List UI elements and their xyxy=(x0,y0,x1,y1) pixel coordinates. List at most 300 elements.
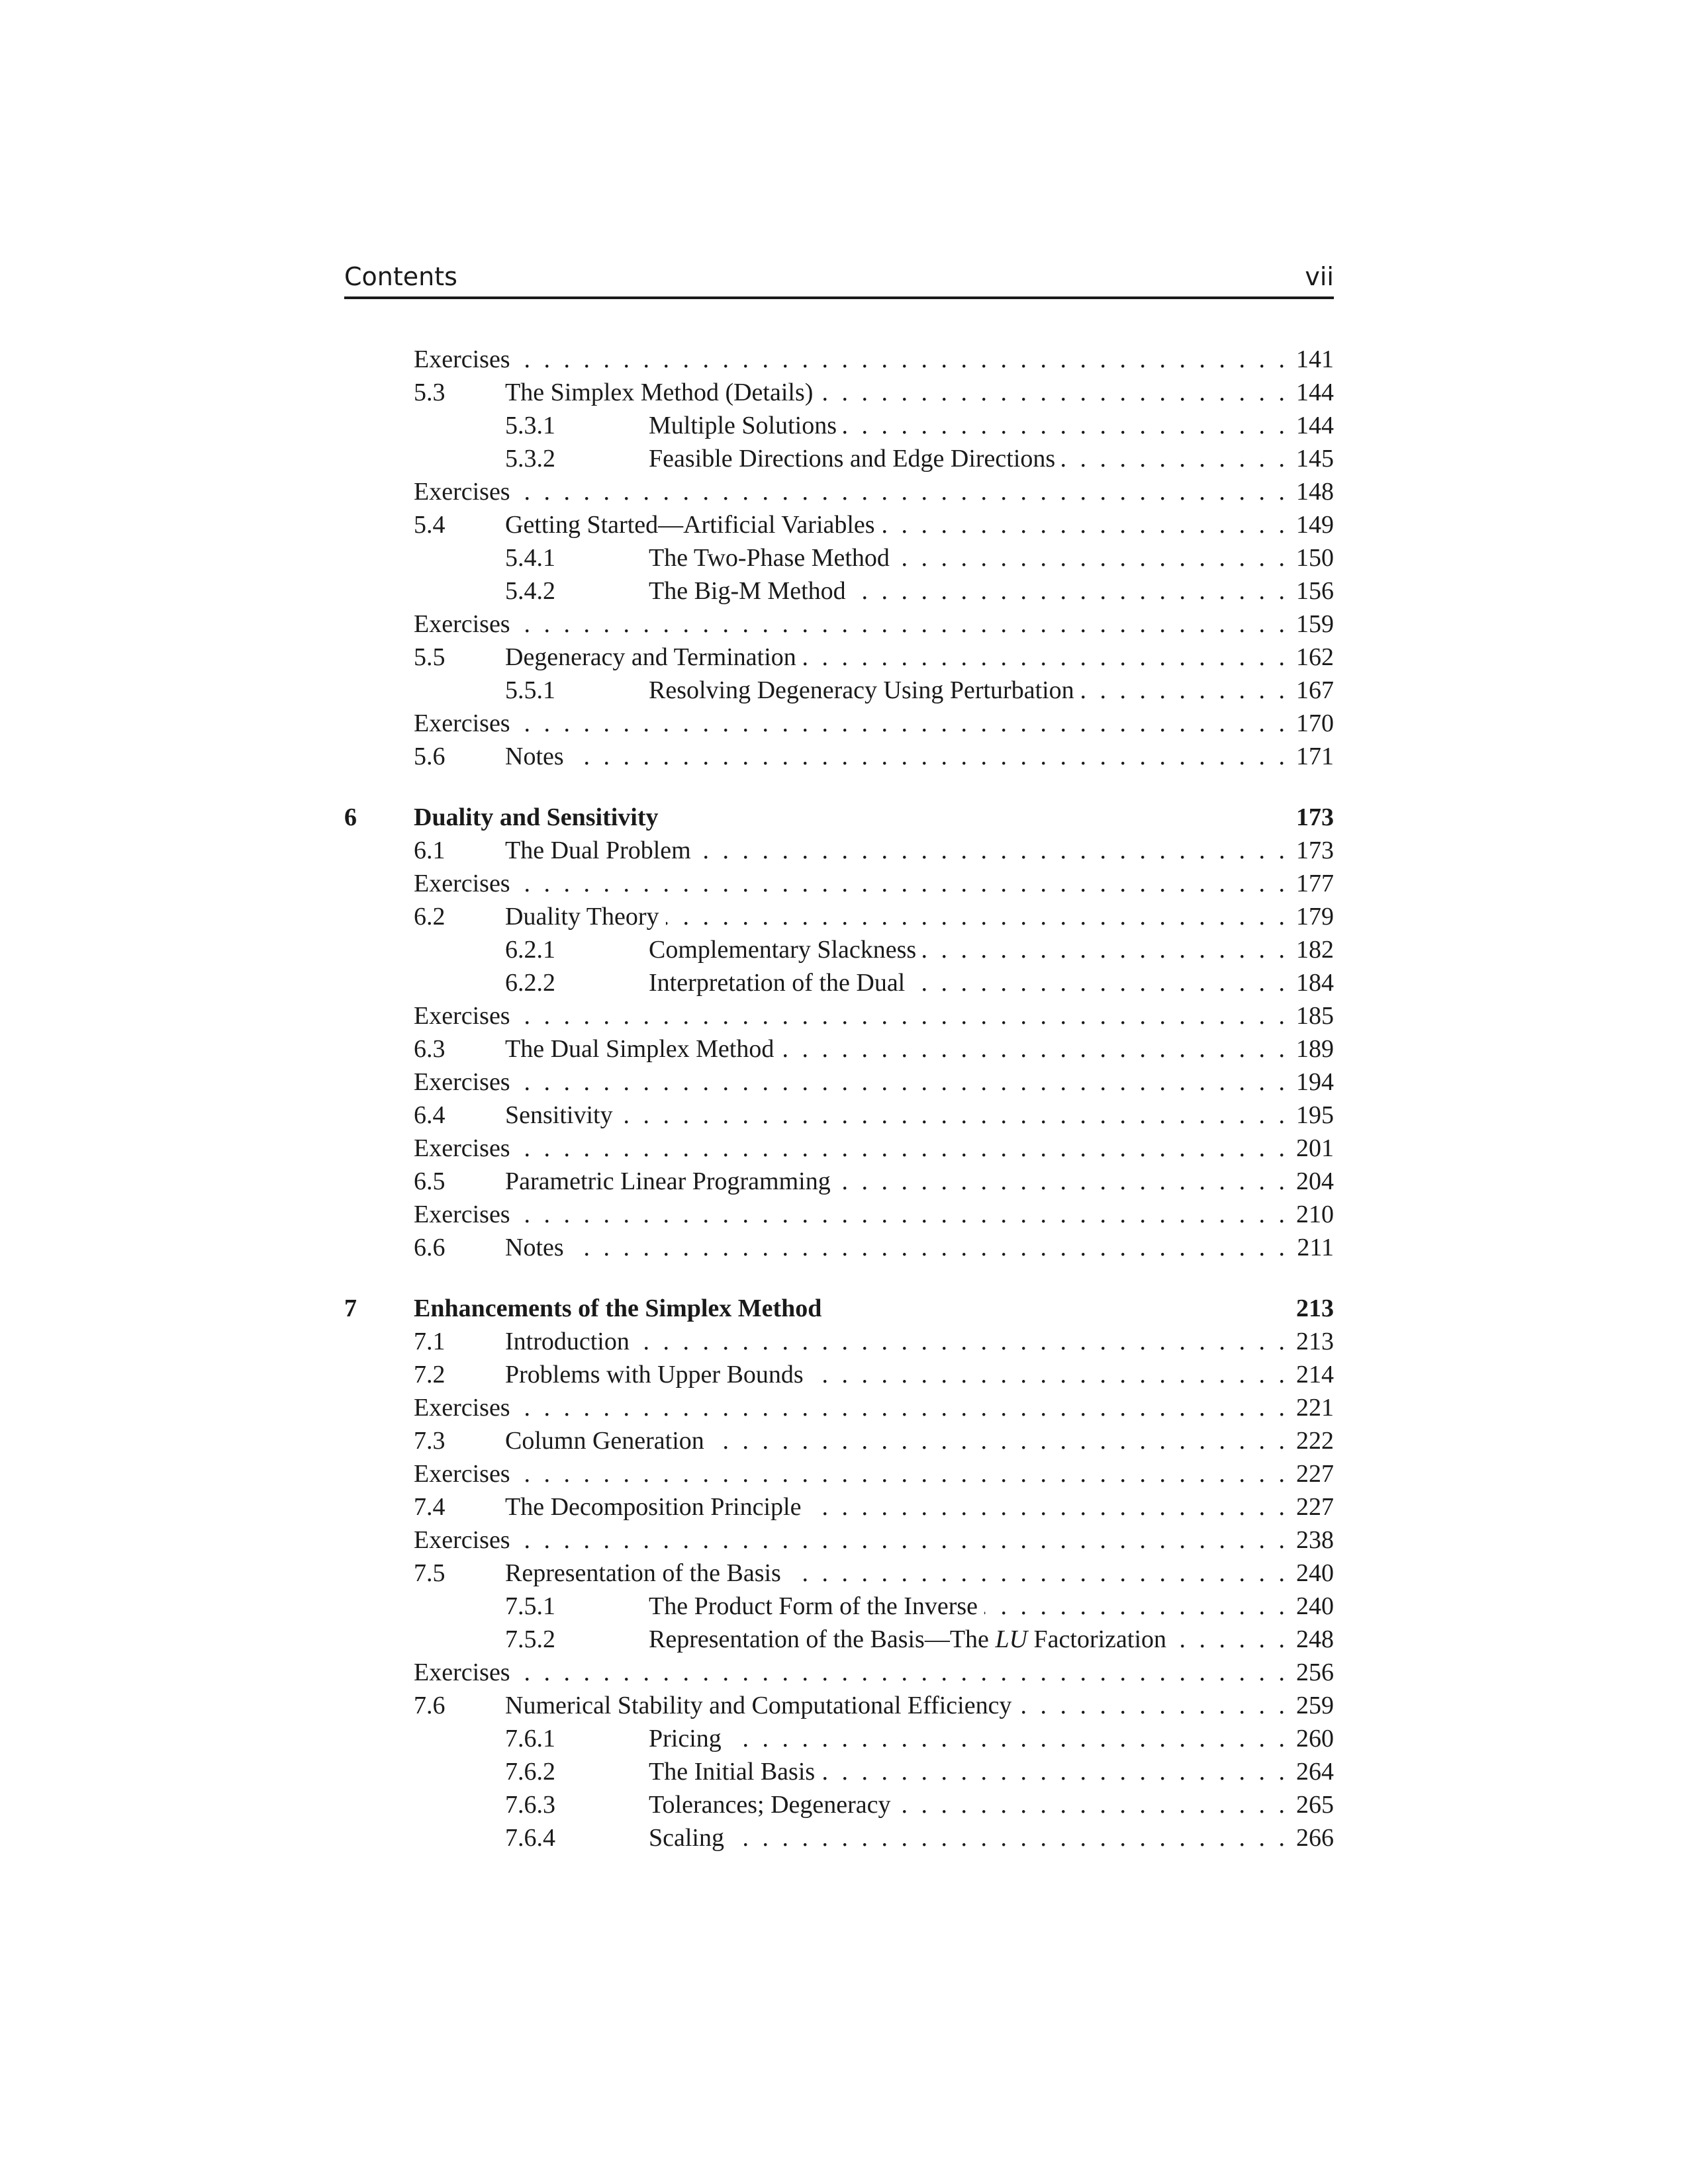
toc-entry-title xyxy=(414,1132,517,1165)
toc-entry-title xyxy=(414,1066,517,1099)
toc-entry-number: 5.5 xyxy=(414,643,445,671)
toc-entry-line xyxy=(414,999,1334,1032)
toc-entry-title xyxy=(505,900,666,933)
toc-entry-page: 221 xyxy=(1296,1394,1334,1422)
toc-entry-line xyxy=(414,707,1334,740)
toc-entry-line xyxy=(414,475,1334,508)
toc-entry-page: 213 xyxy=(1296,1328,1334,1355)
toc-entry-page: 144 xyxy=(1296,379,1334,406)
dot-leader xyxy=(517,1066,1285,1099)
toc-entry-number: 7.3 xyxy=(414,1427,445,1455)
dot-leader xyxy=(853,574,1285,608)
toc-entry-title-text: Tolerances; Degeneracy xyxy=(649,1791,891,1819)
dot-leader xyxy=(517,707,1285,740)
toc-entry-line xyxy=(414,867,1334,900)
toc-entry-title-text: Duality Theory xyxy=(505,903,659,931)
toc-entry-page: 238 xyxy=(1296,1526,1334,1554)
dot-leader xyxy=(517,1198,1285,1231)
toc-entry-number: 6.2 xyxy=(414,903,445,931)
toc-entry-line xyxy=(649,574,1334,608)
toc-entry[interactable] xyxy=(344,475,1334,508)
toc-entry-page: 177 xyxy=(1296,870,1334,897)
toc-entry[interactable] xyxy=(344,1066,1334,1099)
toc-entry-number: 5.3 xyxy=(414,379,445,406)
toc-entry-number: 7.6 xyxy=(414,1692,445,1719)
table-of-contents xyxy=(344,343,1334,1854)
toc-entry-title-text: Exercises xyxy=(414,1659,510,1686)
toc-entry-page: 256 xyxy=(1296,1659,1334,1686)
toc-entry-line xyxy=(505,1689,1334,1722)
toc-entry-line xyxy=(414,1656,1334,1689)
toc-entry-page: 248 xyxy=(1296,1625,1334,1653)
toc-entry-title-text: The Product Form of the Inverse xyxy=(649,1592,978,1620)
toc-entry-page: 173 xyxy=(1296,837,1334,864)
dot-leader xyxy=(517,1132,1285,1165)
toc-entry-line xyxy=(414,1524,1334,1557)
toc-entry-page: 195 xyxy=(1296,1101,1334,1129)
toc-entry-page: 211 xyxy=(1297,1234,1334,1261)
toc-entry-title-text: Enhancements of the Simplex Method xyxy=(414,1295,822,1322)
toc-entry-line xyxy=(649,1821,1334,1854)
toc-entry-page: 184 xyxy=(1296,969,1334,997)
toc-entry-page: 265 xyxy=(1296,1791,1334,1819)
toc-entry-line xyxy=(505,1557,1334,1590)
dot-leader xyxy=(810,1358,1285,1391)
toc-entry-page: 156 xyxy=(1296,577,1334,605)
toc-entry-page: 149 xyxy=(1296,511,1334,539)
toc-entry-line xyxy=(649,933,1334,966)
toc-entry[interactable] xyxy=(344,900,1334,933)
toc-entry-page: 179 xyxy=(1296,903,1334,931)
toc-entry-title-text: Exercises xyxy=(414,1394,510,1422)
toc-entry[interactable] xyxy=(344,1325,1334,1358)
toc-entry-page: 171 xyxy=(1296,743,1334,770)
toc-entry[interactable] xyxy=(344,834,1334,867)
toc-entry-title-text: Exercises xyxy=(414,345,510,373)
dot-leader xyxy=(666,900,1285,933)
toc-entry-line xyxy=(505,834,1334,867)
toc-chapter[interactable] xyxy=(344,1292,1334,1325)
dot-leader xyxy=(843,409,1285,442)
toc-entry-title xyxy=(649,1590,984,1623)
toc-entry-title xyxy=(414,608,517,641)
toc-entry-title-text: Notes xyxy=(505,743,564,770)
toc-entry-number: 6.3 xyxy=(414,1035,445,1063)
dot-leader xyxy=(882,508,1285,541)
toc-entry-number: 5.4.1 xyxy=(505,544,555,572)
toc-entry-number: 7.5.2 xyxy=(505,1625,555,1653)
running-head-title: Contents xyxy=(344,262,457,291)
toc-entry-title-text: Parametric Linear Programming xyxy=(505,1167,831,1195)
toc-entry-title xyxy=(649,541,896,574)
toc-entry-number: 6.2.1 xyxy=(505,936,555,964)
toc-entry-line xyxy=(414,1132,1334,1165)
toc-entry-title-text: The Decomposition Principle xyxy=(505,1493,802,1521)
toc-entry-title-text: The Big-M Method xyxy=(649,577,846,605)
dot-leader xyxy=(517,999,1285,1032)
dot-leader xyxy=(698,834,1285,867)
toc-entry[interactable] xyxy=(344,409,1334,442)
toc-entry-page: 189 xyxy=(1296,1035,1334,1063)
toc-entry-number: 7.5 xyxy=(414,1559,445,1587)
toc-entry-line xyxy=(649,1590,1334,1623)
toc-entry-number: 6.1 xyxy=(414,837,445,864)
toc-entry-page: 227 xyxy=(1296,1493,1334,1521)
toc-entry[interactable] xyxy=(344,933,1334,966)
toc-entry-title-text: Exercises xyxy=(414,478,510,506)
toc-entry-title-italic: LU xyxy=(995,1625,1028,1653)
toc-entry-title-text: The Simplex Method (Details) xyxy=(505,379,814,406)
toc-entry-page: 201 xyxy=(1296,1134,1334,1162)
toc-entry-title-text: Introduction xyxy=(505,1328,630,1355)
toc-entry[interactable] xyxy=(344,1755,1334,1788)
toc-entry-title xyxy=(649,1821,731,1854)
toc-entry-page: 264 xyxy=(1296,1758,1334,1786)
toc-entry-page: 214 xyxy=(1296,1361,1334,1388)
toc-entry[interactable] xyxy=(344,608,1334,641)
toc-entry-title-text: Problems with Upper Bounds xyxy=(505,1361,804,1388)
dot-leader xyxy=(571,1231,1285,1264)
toc-entry-title xyxy=(505,641,803,674)
toc-entry-line xyxy=(505,1032,1334,1066)
toc-entry-page: 144 xyxy=(1296,412,1334,439)
toc-entry-title-text: Pricing xyxy=(649,1725,722,1752)
toc-entry-page: 141 xyxy=(1296,345,1334,373)
toc-entry[interactable] xyxy=(344,1490,1334,1524)
toc-entry-title xyxy=(414,1391,517,1424)
toc-entry[interactable] xyxy=(344,574,1334,608)
toc-chapter[interactable] xyxy=(344,801,1334,834)
toc-entry[interactable] xyxy=(344,1231,1334,1264)
toc-entry[interactable] xyxy=(344,1656,1334,1689)
toc-entry-title xyxy=(505,508,882,541)
toc-entry-page: 194 xyxy=(1296,1068,1334,1096)
toc-entry-number: 6 xyxy=(344,803,357,831)
toc-entry-title xyxy=(505,376,820,409)
toc-entry-title-text: Sensitivity xyxy=(505,1101,613,1129)
toc-entry-title xyxy=(649,674,1081,707)
toc-entry-title-text: Exercises xyxy=(414,870,510,897)
toc-entry-line xyxy=(649,1788,1334,1821)
toc-entry[interactable] xyxy=(344,1132,1334,1165)
toc-entry-number: 7.6.4 xyxy=(505,1824,555,1852)
toc-entry-title-text: Complementary Slackness xyxy=(649,936,917,964)
toc-entry-title xyxy=(414,1198,517,1231)
toc-entry[interactable] xyxy=(344,999,1334,1032)
toc-entry-title-text: Exercises xyxy=(414,1460,510,1488)
toc-entry-page: 240 xyxy=(1296,1592,1334,1620)
toc-entry-page: 210 xyxy=(1296,1201,1334,1228)
dot-leader xyxy=(517,475,1285,508)
toc-entry-title xyxy=(505,1231,571,1264)
toc-entry-line xyxy=(505,508,1334,541)
toc-entry-title xyxy=(649,442,1062,475)
toc-entry-page: 222 xyxy=(1296,1427,1334,1455)
toc-entry-title-text: The Initial Basis xyxy=(649,1758,816,1786)
toc-entry-title-text: Notes xyxy=(505,1234,564,1261)
toc-entry-number: 5.5.1 xyxy=(505,676,555,704)
toc-entry-line xyxy=(505,1099,1334,1132)
toc-entry-number: 7.6.1 xyxy=(505,1725,555,1752)
toc-entry-line xyxy=(414,1457,1334,1490)
toc-entry-title xyxy=(414,475,517,508)
toc-entry-title xyxy=(649,933,923,966)
dot-leader xyxy=(517,867,1285,900)
toc-entry-line xyxy=(414,343,1334,376)
dot-leader xyxy=(711,1424,1285,1457)
toc-entry-title-text: Interpretation of the Dual xyxy=(649,969,906,997)
toc-entry-page: 260 xyxy=(1296,1725,1334,1752)
running-head xyxy=(344,262,1334,299)
toc-entry-title-text: Exercises xyxy=(414,610,510,638)
dot-leader xyxy=(517,1524,1285,1557)
toc-entry[interactable] xyxy=(344,1424,1334,1457)
toc-entry-line xyxy=(505,1325,1334,1358)
toc-entry[interactable] xyxy=(344,442,1334,475)
toc-entry[interactable] xyxy=(344,1198,1334,1231)
toc-entry[interactable] xyxy=(344,641,1334,674)
toc-entry[interactable] xyxy=(344,966,1334,999)
toc-entry-line xyxy=(505,641,1334,674)
toc-entry[interactable] xyxy=(344,343,1334,376)
toc-entry[interactable] xyxy=(344,1722,1334,1755)
toc-entry-page: 204 xyxy=(1296,1167,1334,1195)
dot-leader xyxy=(1081,674,1285,707)
toc-entry-title xyxy=(414,801,665,834)
toc-entry-title xyxy=(414,1292,828,1325)
toc-entry-line xyxy=(649,541,1334,574)
toc-entry-page: 150 xyxy=(1296,544,1334,572)
dot-leader xyxy=(820,376,1285,409)
toc-entry-page: 240 xyxy=(1296,1559,1334,1587)
toc-entry-page: 227 xyxy=(1296,1460,1334,1488)
toc-entry-line xyxy=(505,1490,1334,1524)
book-page xyxy=(344,0,1334,2184)
toc-entry-number: 6.4 xyxy=(414,1101,445,1129)
toc-entry-line xyxy=(649,442,1334,475)
toc-entry-title xyxy=(414,1656,517,1689)
toc-entry-line xyxy=(505,376,1334,409)
toc-entry-title xyxy=(505,1358,810,1391)
toc-entry-line xyxy=(505,1165,1334,1198)
toc-entry-line xyxy=(414,801,1334,834)
toc-entry[interactable] xyxy=(344,1821,1334,1854)
toc-entry[interactable] xyxy=(344,541,1334,574)
toc-entry-number: 7.6.2 xyxy=(505,1758,555,1786)
toc-entry-line xyxy=(505,1358,1334,1391)
toc-entry-number: 5.4 xyxy=(414,511,445,539)
dot-leader xyxy=(571,740,1285,773)
toc-entry-line xyxy=(649,1722,1334,1755)
toc-entry-title xyxy=(505,1165,837,1198)
toc-entry[interactable] xyxy=(344,376,1334,409)
dot-leader xyxy=(636,1325,1285,1358)
toc-entry-line xyxy=(649,409,1334,442)
toc-entry-title xyxy=(649,966,912,999)
toc-entry-title xyxy=(649,1623,1173,1656)
dot-leader xyxy=(1173,1623,1285,1656)
toc-entry-title xyxy=(414,999,517,1032)
dot-leader xyxy=(912,966,1285,999)
toc-entry-number: 7.6.3 xyxy=(505,1791,555,1819)
toc-entry[interactable] xyxy=(344,1788,1334,1821)
dot-leader xyxy=(728,1722,1285,1755)
dot-leader xyxy=(780,1032,1285,1066)
toc-entry-title-text: Exercises xyxy=(414,1201,510,1228)
toc-entry[interactable] xyxy=(344,1689,1334,1722)
dot-leader xyxy=(1018,1689,1285,1722)
toc-entry-title xyxy=(649,1722,728,1755)
toc-entry[interactable] xyxy=(344,707,1334,740)
toc-entry-number: 7.2 xyxy=(414,1361,445,1388)
toc-entry-page: 162 xyxy=(1296,643,1334,671)
toc-entry-title xyxy=(505,1424,711,1457)
toc-entry-number: 5.3.2 xyxy=(505,445,555,473)
toc-entry-title xyxy=(505,1325,636,1358)
toc-entry-title xyxy=(414,1524,517,1557)
toc-entry-title-text: Scaling xyxy=(649,1824,724,1852)
toc-entry-page: 185 xyxy=(1296,1002,1334,1030)
dot-leader xyxy=(517,1457,1285,1490)
dot-leader xyxy=(808,1490,1285,1524)
toc-entry-number: 7.1 xyxy=(414,1328,445,1355)
toc-entry-title xyxy=(414,707,517,740)
toc-entry-number: 5.4.2 xyxy=(505,577,555,605)
toc-entry-page: 170 xyxy=(1296,709,1334,737)
dot-leader xyxy=(984,1590,1285,1623)
toc-entry-line xyxy=(649,966,1334,999)
toc-entry-title xyxy=(649,1788,898,1821)
toc-entry-line xyxy=(649,674,1334,707)
toc-entry-title-text: Exercises xyxy=(414,1134,510,1162)
toc-entry-number: 6.6 xyxy=(414,1234,445,1261)
toc-entry-title xyxy=(505,1099,620,1132)
toc-entry-page: 266 xyxy=(1296,1824,1334,1852)
toc-entry-number: 5.3.1 xyxy=(505,412,555,439)
toc-entry-page: 167 xyxy=(1296,676,1334,704)
toc-entry-title-suffix: Factorization xyxy=(1027,1625,1166,1653)
toc-entry-title-text: The Two-Phase Method xyxy=(649,544,890,572)
toc-entry-page: 145 xyxy=(1296,445,1334,473)
dot-leader xyxy=(923,933,1285,966)
dot-leader xyxy=(788,1557,1285,1590)
toc-entry[interactable] xyxy=(344,1590,1334,1623)
toc-entry-page: 213 xyxy=(1296,1295,1334,1322)
dot-leader xyxy=(896,541,1285,574)
toc-entry-title xyxy=(505,1557,788,1590)
dot-leader xyxy=(1062,442,1285,475)
toc-entry-title xyxy=(505,834,698,867)
toc-entry[interactable] xyxy=(344,1557,1334,1590)
toc-entry-line xyxy=(414,1198,1334,1231)
toc-entry[interactable] xyxy=(344,508,1334,541)
toc-entry-title-text: Numerical Stability and Computational Efficiency xyxy=(505,1692,1012,1719)
toc-entry-number: 6.2.2 xyxy=(505,969,555,997)
toc-entry[interactable] xyxy=(344,1358,1334,1391)
dot-leader xyxy=(821,1755,1285,1788)
toc-entry[interactable] xyxy=(344,1391,1334,1424)
toc-entry-title xyxy=(505,740,571,773)
toc-entry[interactable] xyxy=(344,1165,1334,1198)
toc-entry[interactable] xyxy=(344,867,1334,900)
toc-entry-line xyxy=(414,608,1334,641)
dot-leader xyxy=(837,1165,1285,1198)
dot-leader xyxy=(517,1391,1285,1424)
toc-entry-title-text: Representation of the Basis xyxy=(505,1559,781,1587)
toc-entry-title xyxy=(505,1689,1018,1722)
dot-leader xyxy=(803,641,1285,674)
toc-entry-line xyxy=(505,1424,1334,1457)
toc-entry[interactable] xyxy=(344,1623,1334,1656)
toc-entry-line xyxy=(505,900,1334,933)
toc-entry-line xyxy=(414,1292,1334,1325)
toc-entry-line xyxy=(505,740,1334,773)
toc-entry-title-text: Exercises xyxy=(414,1068,510,1096)
toc-entry-title-text: Resolving Degeneracy Using Perturbation xyxy=(649,676,1074,704)
toc-entry-number: 5.6 xyxy=(414,743,445,770)
toc-entry-title-text: Exercises xyxy=(414,1526,510,1554)
toc-entry-line xyxy=(414,1391,1334,1424)
toc-entry-title-text: Degeneracy and Termination xyxy=(505,643,796,671)
toc-entry-title xyxy=(505,1490,808,1524)
toc-entry[interactable] xyxy=(344,740,1334,773)
toc-entry[interactable] xyxy=(344,1099,1334,1132)
toc-entry[interactable] xyxy=(344,1524,1334,1557)
toc-entry[interactable] xyxy=(344,1032,1334,1066)
toc-entry-number: 6.5 xyxy=(414,1167,445,1195)
toc-entry-line xyxy=(649,1623,1334,1656)
toc-entry-page: 148 xyxy=(1296,478,1334,506)
toc-entry-title-text: Duality and Sensitivity xyxy=(414,803,659,831)
toc-entry-title xyxy=(414,867,517,900)
toc-entry-page: 173 xyxy=(1296,803,1334,831)
toc-entry-title-text: Representation of the Basis—The xyxy=(649,1625,989,1653)
toc-entry-page: 159 xyxy=(1296,610,1334,638)
page-number: vii xyxy=(1305,262,1334,291)
toc-entry-title-text: Feasible Directions and Edge Directions xyxy=(649,445,1056,473)
toc-entry-title xyxy=(649,409,843,442)
toc-entry-title-text: Exercises xyxy=(414,709,510,737)
toc-entry-title xyxy=(414,343,517,376)
toc-entry-number: 7.5.1 xyxy=(505,1592,555,1620)
toc-entry[interactable] xyxy=(344,1457,1334,1490)
toc-entry-number: 7.4 xyxy=(414,1493,445,1521)
toc-entry-title-text: Getting Started—Artificial Variables xyxy=(505,511,875,539)
toc-entry-page: 182 xyxy=(1296,936,1334,964)
toc-entry-title-text: Column Generation xyxy=(505,1427,704,1455)
toc-entry-title-text: The Dual Problem xyxy=(505,837,691,864)
toc-entry-title-text: The Dual Simplex Method xyxy=(505,1035,774,1063)
toc-entry-title xyxy=(505,1032,780,1066)
toc-entry-line xyxy=(414,1066,1334,1099)
dot-leader xyxy=(620,1099,1285,1132)
dot-leader xyxy=(517,608,1285,641)
toc-entry-page: 259 xyxy=(1296,1692,1334,1719)
toc-entry-line xyxy=(649,1755,1334,1788)
toc-entry-line xyxy=(505,1231,1334,1264)
toc-entry-title xyxy=(649,1755,821,1788)
toc-entry-title xyxy=(414,1457,517,1490)
toc-entry[interactable] xyxy=(344,674,1334,707)
toc-entry-title xyxy=(649,574,853,608)
dot-leader xyxy=(731,1821,1285,1854)
toc-entry-number: 7 xyxy=(344,1295,357,1322)
dot-leader xyxy=(898,1788,1285,1821)
dot-leader xyxy=(517,1656,1285,1689)
toc-entry-title-text: Exercises xyxy=(414,1002,510,1030)
dot-leader xyxy=(517,343,1285,376)
toc-entry-title-text: Multiple Solutions xyxy=(649,412,837,439)
